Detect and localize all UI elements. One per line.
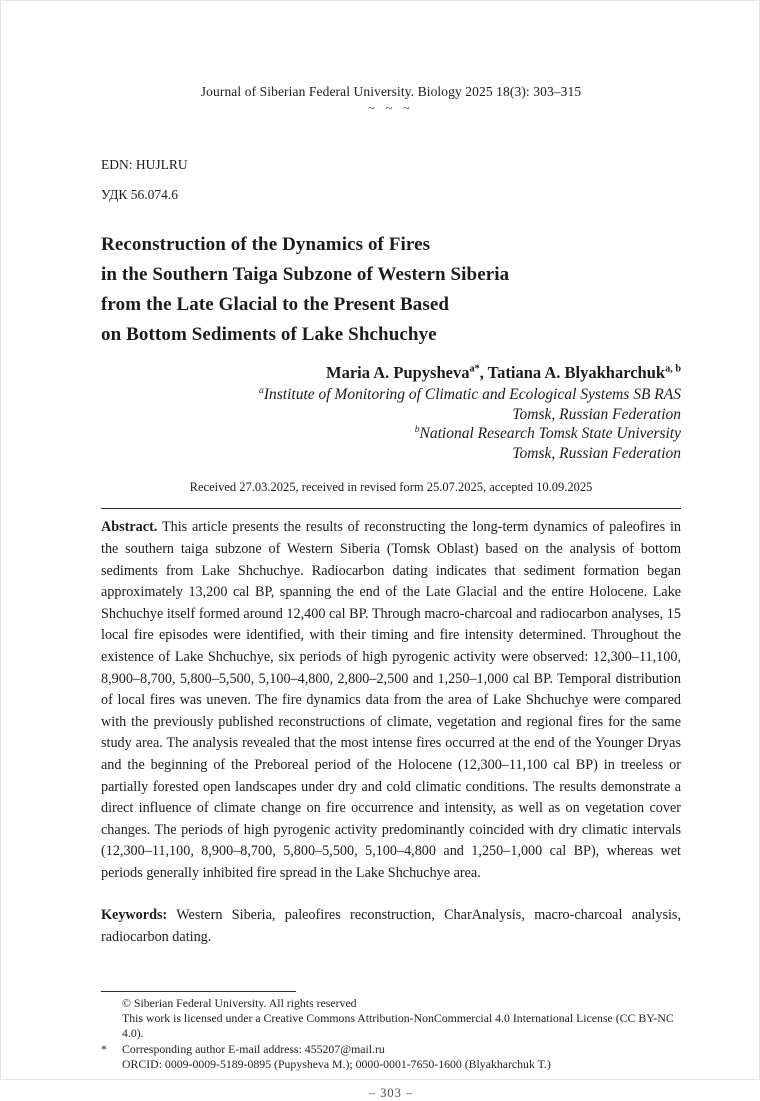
copyright-line: © Siberian Federal University. All rights reserved [122, 995, 357, 1010]
footnote-lines [101, 996, 681, 1073]
page-content [101, 1, 681, 1100]
title-line: on Bottom Sediments of Lake Shchuchye [101, 324, 437, 345]
footnote-marker-empty [101, 1057, 122, 1072]
orcid-line: ORCID: 0009-0009-5189-0895 (Pupysheva M.); 0000-0001-7650-1600 (Blyakharchuk T.) [122, 1057, 551, 1072]
authors-line [101, 363, 681, 383]
title-line: from the Late Glacial to the Present Based [101, 294, 450, 315]
corresponding-author-line: Corresponding author E-mail address: 455207@mail.ru [122, 1041, 385, 1056]
affiliation-superscript: a [259, 384, 264, 396]
authors-separator: , [479, 363, 488, 382]
journal-header: Journal of Siberian Federal University. Biology 2025 18(3): 303–315 [200, 84, 582, 99]
keywords-text: Western Siberia, paleofires reconstruction, CharAnalysis, macro-charcoal analysis, radiocarbon dating. [101, 907, 681, 946]
footnote-marker-empty [101, 996, 122, 1011]
affiliations-block [101, 385, 681, 463]
footnotes-block [101, 991, 681, 1073]
page-number: – 303 – [368, 1085, 414, 1100]
author-superscript: a* [469, 363, 480, 375]
keywords-label: Keywords: [101, 907, 168, 924]
license-line: This work is licensed under a Creative Commons Attribution-NonCommercial 4.0 International License (CC BY-NC 4.0). [122, 1011, 674, 1041]
affiliation-line: Tomsk, Russian Federation [512, 444, 681, 462]
affiliation-line: $^a$Institute of Monitoring of Climatic and Ecological Systems SB RAS [259, 384, 681, 403]
footnote-rule [101, 991, 296, 992]
affiliation-superscript: b [414, 424, 420, 436]
footnote-marker-asterisk: * [101, 1041, 107, 1056]
article-meta [101, 157, 681, 203]
abstract-label: Abstract. [101, 519, 158, 536]
author-name: Maria A. Pupysheva [326, 363, 470, 382]
abstract-text: This article presents the results of reconstructing the long-term dynamics of paleofires in the southern taiga subzone of Western Siberia (Tomsk Oblast) based on the analysis of bottom sediments from Lake Shchuchye. Radiocarbon dating indicates that sediment formation began approximately 13,200 cal BP, spanning the end of the Late Glacial and the entire Holocene. Lake Shchuchye itself formed around 12,400 cal BP. Through macro-charcoal and radiocarbon analyses, 15 local fire episodes were identified, with their timing and fire intensity determined. Throughout the existence of Lake Shchuchye, six periods of high pyrogenic activity were observed: 12,300–11,100, 8,900–8,700, 5,800–5,500, 5,100–4,800, 2,800–2,500 and 1,250–1,000 cal BP. Temporal distribution of local fires was uneven. The fire dynamics data from the area of Lake Shchuchye were compared with the previously published reconstructions of climate, vegetation and regional fires for the same study area. The analysis revealed that the most intense fires occurred at the end of the Younger Dryas and the beginning of the Preboreal period of the Holocene (12,300–11,100 cal BP) in treeless or partially forested open landscapes under dry and cold climatic conditions. The results demonstrate a direct influence of climate change on fire occurrence and intensity, as well as on vegetation cover changes. The periods of high pyrogenic activity predominantly coincided with dry climatic intervals (12,300–11,100, 8,900–8,700, 5,800–5,500, 5,100–4,800 and 1,250–1,000 cal BP), whereas wet periods generally inhibited fire spread in the Lake Shchuchye area. [101, 519, 681, 881]
edn-line: EDN: HUJLRU [101, 157, 188, 172]
affiliation-line: Tomsk, Russian Federation [512, 405, 681, 423]
affiliation-line: $^b$National Research Tomsk State University [414, 424, 681, 443]
keywords-paragraph [101, 905, 681, 948]
received-line: Received 27.03.2025, received in revised form 25.07.2025, accepted 10.09.2025 [189, 480, 593, 495]
ornament-separator: ~ ~ ~ [368, 101, 414, 115]
divider-rule [101, 508, 681, 509]
footnote-marker-empty [101, 1011, 122, 1042]
author-superscript: a, b [665, 363, 681, 375]
title-line: in the Southern Taiga Subzone of Western Siberia [101, 264, 510, 285]
author-name: Tatiana A. Blyakharchuk [487, 363, 666, 382]
abstract-paragraph [101, 517, 681, 884]
title-line: Reconstruction of the Dynamics of Fires [101, 234, 431, 255]
article-title [101, 230, 681, 350]
udk-line: УДК 56.074.6 [101, 187, 179, 202]
